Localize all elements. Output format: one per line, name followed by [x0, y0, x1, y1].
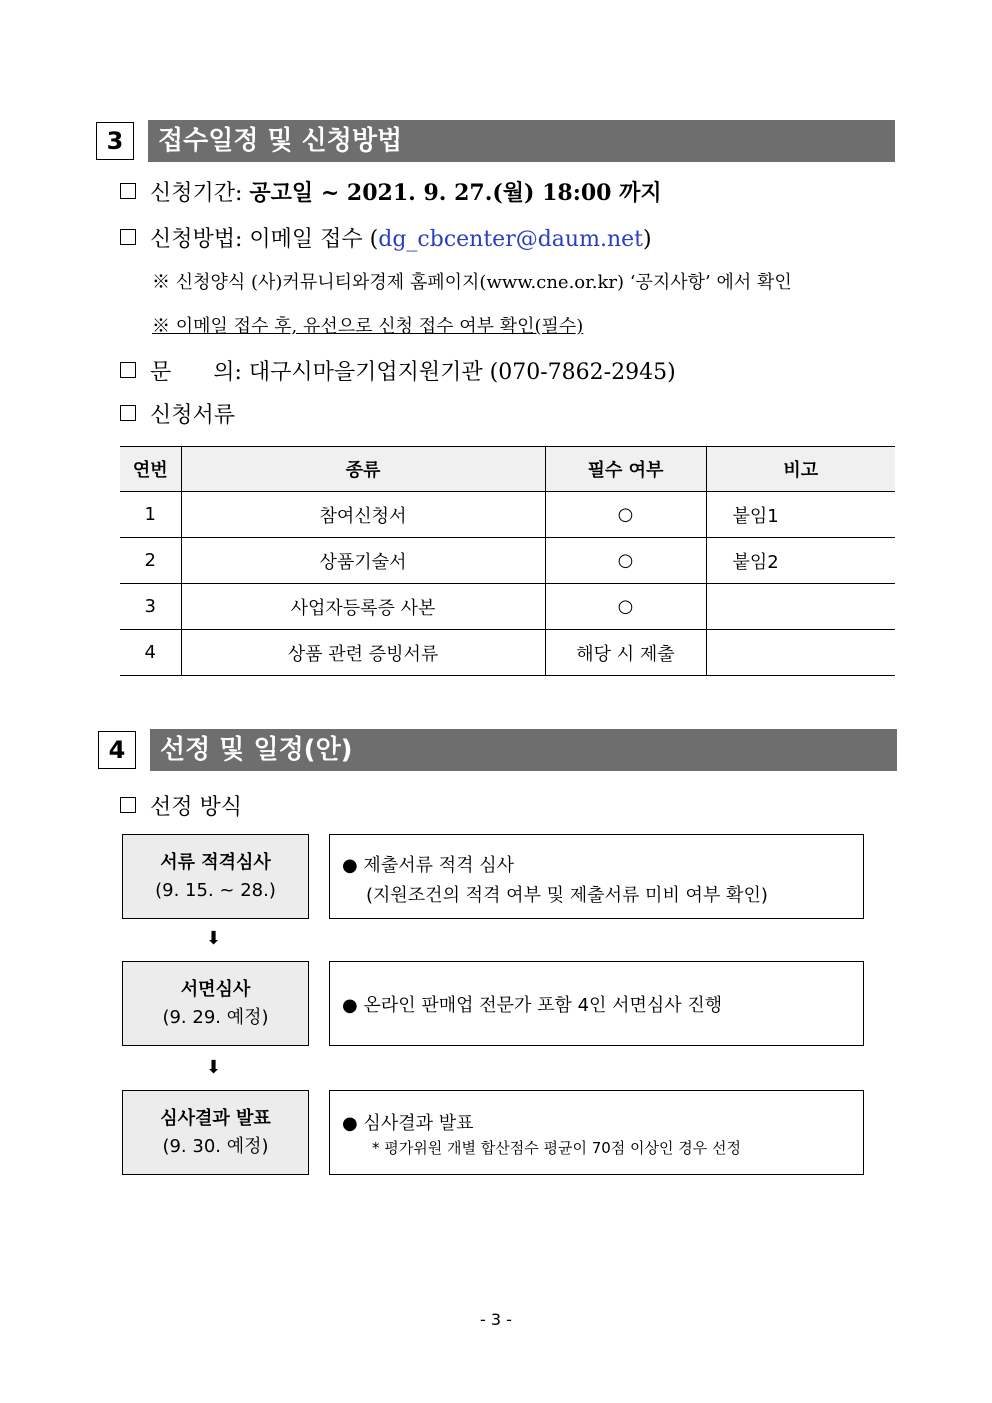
table-header-row	[120, 447, 895, 492]
inquiry-line	[120, 355, 676, 386]
checkbox-square-icon	[120, 405, 136, 421]
email-link[interactable]: dg_cbcenter@daum.net	[378, 227, 643, 252]
checkbox-square-icon	[120, 797, 136, 813]
step-3-detail: * 평가위원 개별 합산점수 평균이 70점 이상인 경우 선정	[372, 1139, 742, 1157]
section-3-number: 3	[96, 122, 134, 160]
method-line	[120, 222, 652, 253]
table-row: 4 상품 관련 증빙서류 해당 시 제출	[120, 630, 895, 676]
selection-method-line	[120, 790, 242, 821]
method-close: )	[642, 227, 652, 252]
header-required: 필수 여부	[545, 447, 706, 492]
step-2-date: (9. 29. 예정)	[162, 1006, 269, 1028]
note-form: ※ 신청양식 (사)커뮤니티와경제 홈페이지(www.cne.or.kr) ‘공지사항’ 에서 확인	[152, 272, 792, 293]
step-1-date: (9. 15. ~ 28.)	[155, 879, 276, 901]
table-row: 1 참여신청서 ○ 붙임1	[120, 492, 895, 538]
inquiry-label: 문 의:	[150, 360, 242, 385]
step-2-bullet: ● 온라인 판매업 전문가 포함 4인 서면심사 진행	[342, 994, 723, 1016]
section-4-header	[98, 729, 353, 771]
arrow-down-icon: ⬇	[206, 1057, 222, 1078]
inquiry-value: 대구시마을기업지원기관 (070-7862-2945)	[248, 360, 676, 385]
arrow-down-icon: ⬇	[206, 928, 222, 949]
step-3-desc	[329, 1090, 864, 1175]
step-1-bullet: ● 제출서류 적격 심사	[342, 855, 514, 876]
checkbox-square-icon	[120, 362, 136, 378]
step-2-desc	[329, 961, 864, 1046]
section-3-title: 접수일정 및 신청방법	[148, 120, 895, 162]
checkbox-square-icon	[120, 229, 136, 245]
selection-method-label: 선정 방식	[150, 795, 243, 820]
page-number: - 3 -	[480, 1310, 512, 1329]
period-label: 신청기간:	[150, 181, 243, 206]
step-2-title: 서면심사	[180, 978, 251, 1000]
header-remark: 비고	[706, 447, 895, 492]
period-value: 공고일 ~ 2021. 9. 27.(월) 18:00 까지	[249, 180, 662, 206]
step-3-box	[122, 1090, 309, 1175]
step-1-desc	[329, 834, 864, 919]
note-confirm: ※ 이메일 접수 후, 유선으로 신청 접수 여부 확인(필수)	[152, 316, 584, 337]
step-3-title: 심사결과 발표	[160, 1107, 271, 1129]
method-text: 이메일 접수 (	[249, 227, 379, 252]
checkbox-square-icon	[120, 183, 136, 199]
section-3-header	[96, 120, 403, 162]
header-no: 연번	[120, 447, 181, 492]
table-row: 2 상품기술서 ○ 붙임2	[120, 538, 895, 584]
step-1-box	[122, 834, 309, 919]
step-2-box	[122, 961, 309, 1046]
docs-table	[120, 446, 895, 676]
method-label: 신청방법:	[150, 227, 243, 252]
docs-label: 신청서류	[150, 403, 236, 428]
section-4-title: 선정 및 일정(안)	[150, 729, 897, 771]
step-1-detail: (지원조건의 적격 여부 및 제출서류 미비 여부 확인)	[366, 885, 768, 906]
step-3-date: (9. 30. 예정)	[162, 1135, 269, 1157]
homepage-link[interactable]: www.cne.or.kr	[486, 272, 618, 293]
section-4-number: 4	[98, 731, 136, 769]
table-row: 3 사업자등록증 사본 ○	[120, 584, 895, 630]
period-line	[120, 176, 662, 207]
header-type: 종류	[181, 447, 545, 492]
step-1-title: 서류 적격심사	[160, 851, 271, 873]
step-3-bullet: ● 심사결과 발표	[342, 1113, 474, 1134]
docs-line	[120, 398, 235, 429]
